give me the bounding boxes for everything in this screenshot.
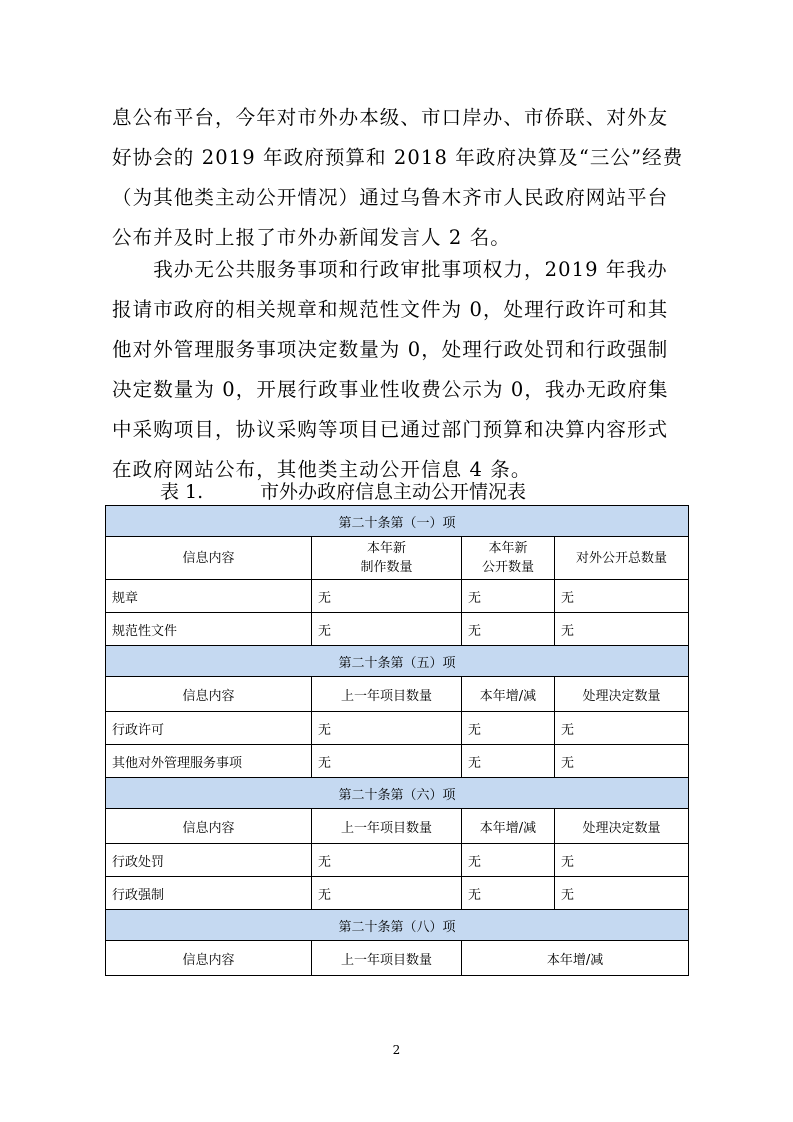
table-row: [106, 844, 689, 877]
header-line: 本年新: [366, 541, 406, 556]
text-line: 好协会的 2019 年政府预算和 2018 年政府决算及“三公”经费: [112, 146, 684, 169]
text-line: 在政府网站公布，其他类主动公开信息 4 条。: [112, 458, 532, 481]
section-header-row: [106, 506, 689, 537]
body-paragraph-1: [112, 98, 692, 258]
text-line: 中采购项目，协议采购等项目已通过部门预算和决算内容形式: [112, 418, 669, 441]
column-header: 处理决定数量: [555, 677, 689, 712]
column-header-row: [106, 677, 689, 712]
table-cell: 无: [555, 580, 689, 613]
header-line: 本年新: [488, 541, 528, 556]
table-cell: 无: [555, 712, 689, 745]
column-header: 对外公开总数量: [555, 537, 689, 580]
section-title: 第二十条第（一）项: [106, 506, 689, 537]
column-header: 信息内容: [106, 941, 312, 976]
text-line: 我办无公共服务事项和行政审批事项权力，2019 年我办: [112, 258, 668, 281]
table-cell: 行政处罚: [106, 844, 312, 877]
page-number: 2: [392, 1043, 401, 1057]
table-row: [106, 745, 689, 778]
table-row: [106, 580, 689, 613]
table-cell: 其他对外管理服务事项: [106, 745, 312, 778]
column-header: 上一年项目数量: [312, 809, 462, 844]
text-line: 息公布平台，今年对市外办本级、市口岸办、市侨联、对外友: [112, 106, 669, 129]
column-header: 信息内容: [106, 809, 312, 844]
table-caption: [160, 478, 526, 506]
table-row: [106, 712, 689, 745]
table-cell: 无: [312, 580, 462, 613]
column-header: 上一年项目数量: [312, 941, 462, 976]
text-line: （为其他类主动公开情况）通过乌鲁木齐市人民政府网站平台: [112, 186, 669, 209]
table-cell: 无: [462, 745, 555, 778]
section-title: 第二十条第（八）项: [106, 910, 689, 941]
table-number: 表 1.: [160, 481, 204, 503]
column-header: 本年增/减: [462, 677, 555, 712]
column-header: 处理决定数量: [555, 809, 689, 844]
section-title: 第二十条第（五）项: [106, 646, 689, 677]
table-cell: 无: [555, 613, 689, 646]
table-cell: 无: [462, 613, 555, 646]
table-cell: 无: [312, 844, 462, 877]
table-cell: 行政许可: [106, 712, 312, 745]
table-cell: 无: [462, 712, 555, 745]
column-header-row: [106, 809, 689, 844]
section-title: 第二十条第（六）项: [106, 778, 689, 809]
table-cell: 无: [462, 877, 555, 910]
text-line: 公布并及时上报了市外办新闻发言人 2 名。: [112, 226, 511, 249]
section-header-row: [106, 778, 689, 809]
header-line: 公开数量: [481, 560, 534, 575]
column-header: [312, 537, 462, 580]
table-cell: 规章: [106, 580, 312, 613]
table-cell: 无: [312, 613, 462, 646]
table-row: [106, 613, 689, 646]
text-line: 报请市政府的相关规章和规范性文件为 0，处理行政许可和其: [112, 298, 669, 321]
section-header-row: [106, 910, 689, 941]
table-cell: 无: [312, 745, 462, 778]
table-cell: 无: [555, 745, 689, 778]
column-header: 本年增/减: [462, 809, 555, 844]
column-header: 本年增/减: [462, 941, 689, 976]
table-cell: 无: [555, 844, 689, 877]
table-cell: 规范性文件: [106, 613, 312, 646]
table-cell: 无: [312, 712, 462, 745]
column-header: 信息内容: [106, 537, 312, 580]
text-line: 他对外管理服务事项决定数量为 0，处理行政处罚和行政强制: [112, 338, 669, 361]
body-paragraph-2: [112, 250, 692, 490]
column-header: [462, 537, 555, 580]
table-cell: 无: [462, 844, 555, 877]
table-cell: 无: [312, 877, 462, 910]
table-title: 市外办政府信息主动公开情况表: [260, 481, 527, 503]
text-line: 决定数量为 0，开展行政事业性收费公示为 0，我办无政府集: [112, 378, 669, 401]
column-header-row: [106, 941, 689, 976]
section-header-row: [106, 646, 689, 677]
table-cell: 行政强制: [106, 877, 312, 910]
table-cell: 无: [462, 580, 555, 613]
header-line: 制作数量: [360, 560, 413, 575]
table-cell: 无: [555, 877, 689, 910]
column-header: 上一年项目数量: [312, 677, 462, 712]
column-header-row: [106, 537, 689, 580]
table-row: [106, 877, 689, 910]
column-header: 信息内容: [106, 677, 312, 712]
disclosure-table: [105, 505, 689, 976]
